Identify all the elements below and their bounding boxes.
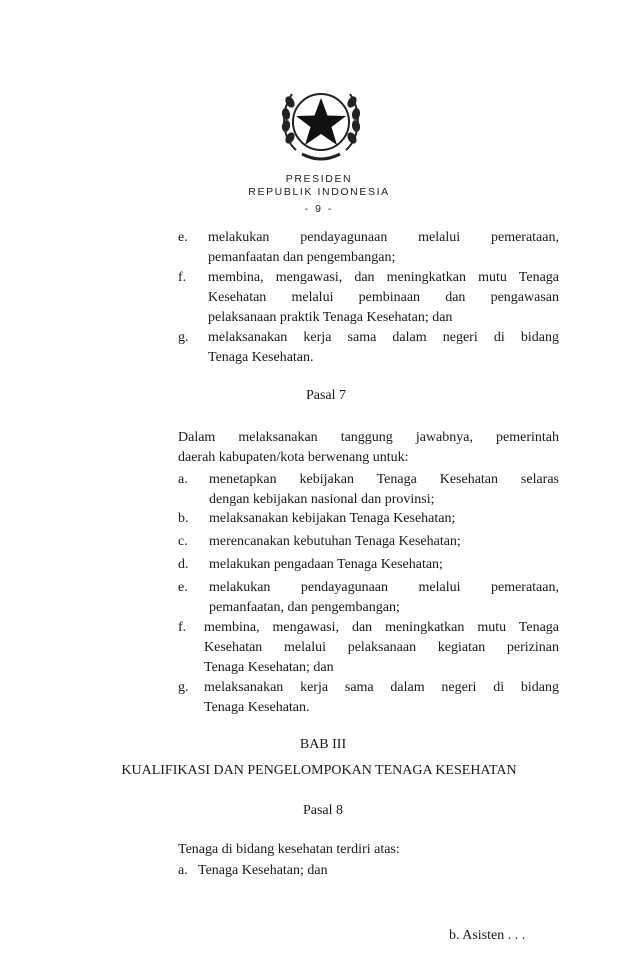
list-marker: a. bbox=[178, 472, 188, 487]
list-item-line: Tenaga Kesehatan. bbox=[208, 350, 314, 365]
list-item-line: Kesehatan melalui pembinaan dan pengawasan bbox=[208, 290, 559, 305]
list-item-line: membina, mengawasi, dan meningkatkan mutu Tenaga bbox=[204, 620, 559, 635]
list-item-line: pelaksanaan praktik Tenaga Kesehatan; dan bbox=[208, 310, 453, 325]
list-marker: e. bbox=[178, 580, 188, 595]
pasal-7-heading: Pasal 7 bbox=[305, 388, 347, 403]
bab-title: KUALIFIKASI DAN PENGELOMPOKAN TENAGA KESEHATAN bbox=[121, 763, 517, 778]
list-marker: g. bbox=[178, 330, 189, 345]
page-number: - 9 - bbox=[304, 203, 334, 215]
list-item-line: Tenaga Kesehatan; dan bbox=[198, 863, 328, 878]
list-item-line: pemanfaatan, dan pengembangan; bbox=[209, 600, 400, 615]
list-item-line: Kesehatan melalui pelaksanaan kegiatan perizinan bbox=[204, 640, 559, 655]
list-marker: b. bbox=[178, 511, 189, 526]
list-marker: d. bbox=[178, 557, 189, 572]
paragraph-line: Dalam melaksanakan tanggung jawabnya, pemerintah bbox=[178, 430, 559, 445]
list-marker: c. bbox=[178, 534, 188, 549]
pasal-7-intro bbox=[178, 428, 559, 468]
list-item-line: Tenaga Kesehatan; dan bbox=[204, 660, 334, 675]
list-item-line: menetapkan kebijakan Tenaga Kesehatan selaras bbox=[209, 472, 559, 487]
list-item-line: merencanakan kebutuhan Tenaga Kesehatan; bbox=[209, 534, 461, 549]
page-continuation: b. Asisten . . . bbox=[449, 928, 526, 943]
list-marker: e. bbox=[178, 230, 188, 245]
list-item-line: melaksanakan kerja sama dalam negeri di bidang bbox=[204, 680, 559, 695]
list-item-line: melaksanakan kebijakan Tenaga Kesehatan; bbox=[209, 511, 456, 526]
paragraph-line: daerah kabupaten/kota berwenang untuk: bbox=[178, 450, 409, 465]
list-item-line: melakukan pendayagunaan melalui pemerataan, bbox=[209, 580, 559, 595]
bab-heading: BAB III bbox=[299, 737, 347, 752]
list-item-line: dengan kebijakan nasional dan provinsi; bbox=[209, 492, 435, 507]
list-marker: g. bbox=[178, 680, 189, 695]
list-marker: f. bbox=[178, 270, 187, 285]
header-presiden: PRESIDEN bbox=[285, 173, 353, 185]
list-item-line: Tenaga Kesehatan. bbox=[204, 700, 310, 715]
list-marker: a. bbox=[178, 863, 188, 878]
garuda-emblem-icon bbox=[276, 80, 366, 168]
list-item-line: melaksanakan kerja sama dalam negeri di bidang bbox=[208, 330, 559, 345]
header-republik-indonesia: REPUBLIK INDONESIA bbox=[248, 186, 390, 198]
list-item-line: melakukan pendayagunaan melalui pemerataan, bbox=[208, 230, 559, 245]
list-item-line: pemanfaatan dan pengembangan; bbox=[208, 250, 396, 265]
pasal-8-intro: Tenaga di bidang kesehatan terdiri atas: bbox=[178, 842, 400, 857]
pasal-8-heading: Pasal 8 bbox=[302, 803, 344, 818]
list-item-line: melakukan pengadaan Tenaga Kesehatan; bbox=[209, 557, 443, 572]
list-item-line: membina, mengawasi, dan meningkatkan mutu Tenaga bbox=[208, 270, 559, 285]
list-marker: f. bbox=[178, 620, 187, 635]
